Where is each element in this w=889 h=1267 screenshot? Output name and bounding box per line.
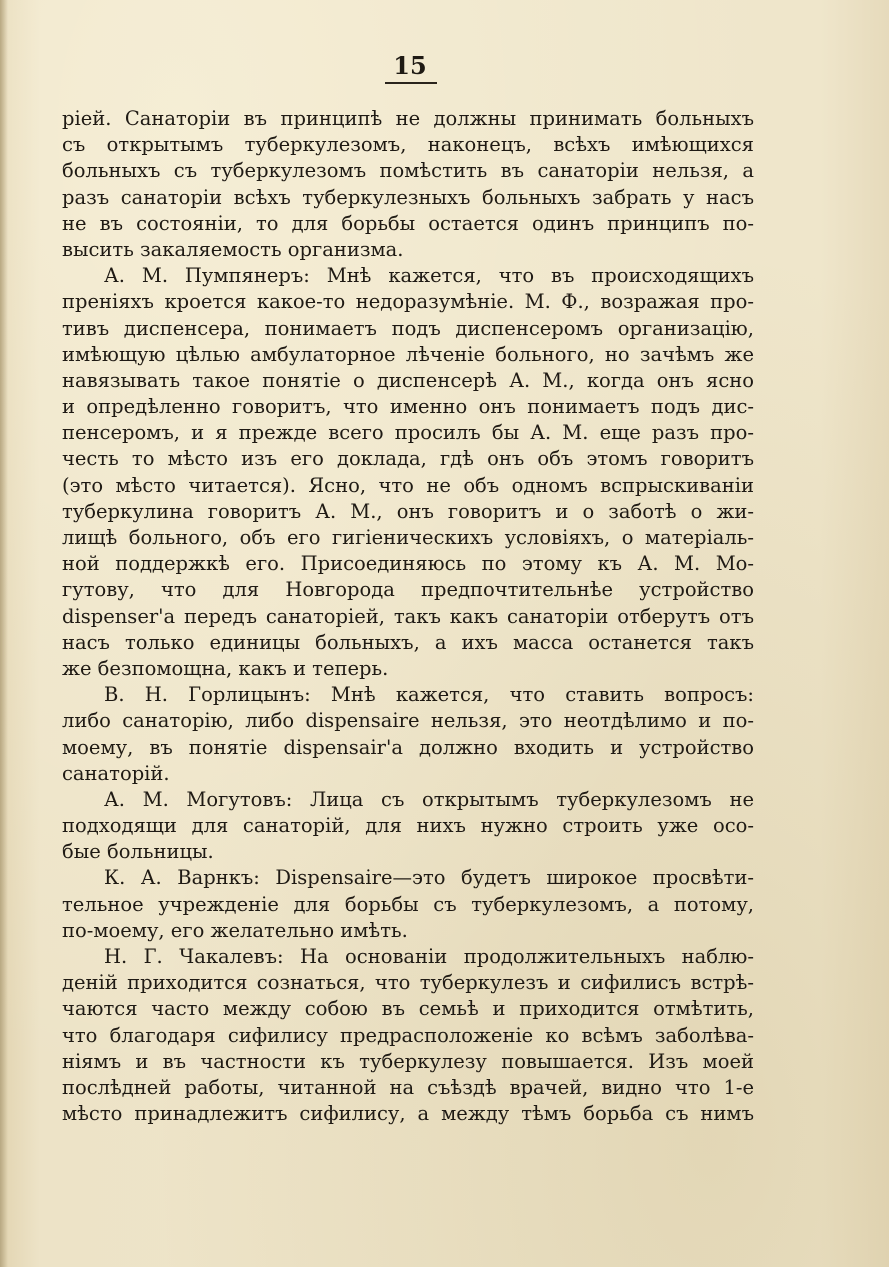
text-line: (это мѣсто читается). Ясно, что не объ одномъ вспрыскиваніи (62, 473, 754, 497)
text-line: деній приходится сознаться, что туберкулезъ и сифилисъ встрѣ- (62, 971, 754, 995)
text-line: dispenser'а передъ санаторіей, такъ какъ санаторіи отберутъ отъ (62, 604, 754, 628)
text-line: К. А. Варнкъ: Dispensaire—это будетъ широкое просвѣти- (104, 866, 754, 890)
text-line: же безпомощна, какъ и теперь. (62, 656, 389, 680)
text-line: насъ только единицы больныхъ, а ихъ масса останется такъ (62, 630, 754, 654)
text-line: и опредѣленно говоритъ, что именно онъ понимаетъ подъ дис- (62, 395, 754, 419)
text-line: моему, въ понятіе dispensair'а должно входить и устройство (62, 735, 754, 759)
text-line: тивъ диспенсера, понимаетъ подъ диспенсеромъ организацію, (62, 316, 754, 340)
page-binding-edge (0, 0, 8, 1267)
page-number: 15 (393, 51, 427, 80)
text-line: А. М. Пумпянеръ: Мнѣ кажется, что въ происходящихъ (104, 264, 754, 288)
text-line: гутову, что для Новгорода предпочтительнѣе устройство (62, 578, 754, 602)
text-line: разъ санаторіи всѣхъ туберкулезныхъ больныхъ забрать у насъ (62, 185, 754, 209)
text-line: бые больницы. (62, 840, 214, 864)
text-line: ріей. Санаторіи въ принципѣ не должны принимать больныхъ (62, 107, 754, 130)
text-line: что благодаря сифилису предрасположеніе ко всѣмъ заболѣва- (62, 1023, 754, 1047)
text-line: высить закаляемость организма. (62, 237, 404, 261)
text-line: послѣдней работы, читанной на съѣздѣ врачей, видно что 1-е (62, 1075, 754, 1099)
text-line: Н. Г. Чакалевъ: На основаніи продолжительныхъ наблю- (104, 945, 754, 968)
text-line: санаторій. (62, 761, 170, 785)
text-line: пенсеромъ, и я прежде всего просилъ бы А. М. еще разъ про- (62, 421, 754, 445)
text-line: преніяхъ кроется какое-то недоразумѣніе. М. Ф., возражая про- (62, 290, 754, 314)
text-line: А. М. Могутовъ: Лица съ открытымъ туберкулезомъ не (104, 787, 754, 811)
text-line: навязывать такое понятіе о диспенсерѣ А. М., когда онъ ясно (62, 368, 754, 392)
text-line: чаются часто между собою въ семьѣ и приходится отмѣтить, (62, 997, 754, 1021)
text-line: не въ состояніи, то для борьбы остается одинъ принципъ по- (62, 211, 754, 235)
text-line: лищѣ больного, объ его гигіеническихъ условіяхъ, о матеріаль- (62, 526, 754, 549)
text-line: по-моему, его желательно имѣть. (62, 918, 408, 942)
text-line: имѣющую цѣлью амбулаторное лѣченіе больного, но зачѣмъ же (62, 342, 754, 366)
text-line: честь то мѣсто изъ его доклада, гдѣ онъ объ этомъ говоритъ (62, 447, 754, 471)
text-line: подходящи для санаторій, для нихъ нужно строить уже осо- (62, 814, 754, 838)
text-line: туберкулина говоритъ А. М., онъ говоритъ и о заботѣ о жи- (62, 499, 754, 523)
text-line: больныхъ съ туберкулезомъ помѣстить въ санаторіи нельзя, а (62, 159, 754, 183)
text-line: тельное учрежденіе для борьбы съ туберкулезомъ, а потому, (62, 892, 754, 916)
text-line: либо санаторію, либо dispensaire нельзя, это неотдѣлимо и по- (62, 709, 754, 733)
text-line: мѣсто принадлежитъ сифилису, а между тѣмъ борьба съ нимъ (62, 1102, 754, 1126)
text-line: съ открытымъ туберкулезомъ, наконецъ, всѣхъ имѣющихся (62, 133, 754, 157)
text-line: ной поддержкѣ его. Присоединяюсь по этому къ А. М. Мо- (62, 552, 754, 576)
text-line: В. Н. Горлицынъ: Мнѣ кажется, что ставить вопросъ: (104, 683, 754, 707)
page-number-rule (385, 82, 437, 84)
body-text (62, 106, 754, 1127)
text-line: ніямъ и въ частности къ туберкулезу повышается. Изъ моей (62, 1049, 754, 1073)
